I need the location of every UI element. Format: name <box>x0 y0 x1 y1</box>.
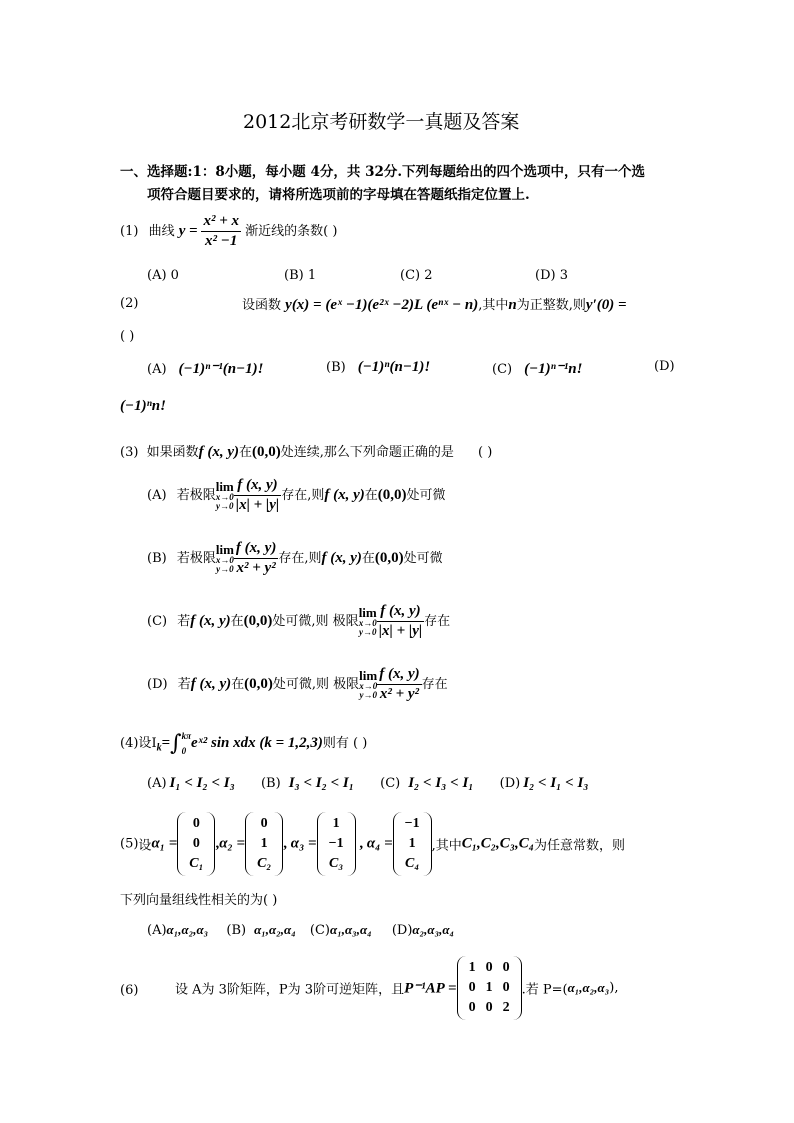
text-span: P⁻¹AP = <box>404 980 457 997</box>
text-span: 0 <box>192 836 200 851</box>
text-span: x→0 <box>215 555 234 565</box>
text-span: (0,0) <box>244 676 273 692</box>
question-3 <box>120 441 492 461</box>
text-span: 则有 ( ) <box>322 736 368 751</box>
text-span: I₁ < I₂ < I₃ <box>169 775 235 791</box>
text-span: 0 <box>502 960 510 975</box>
text-span: = <box>161 735 171 751</box>
text-span: f (x, y) <box>377 603 424 622</box>
section-header-line2: 项符合题目要求的，请将所选项前的字母填在答题纸指定位置上. <box>147 187 530 203</box>
text-span: 存在 <box>421 677 448 692</box>
text-span: 0 <box>192 816 200 831</box>
fraction <box>201 213 241 250</box>
text-span: (D) <box>391 923 413 938</box>
question-number: (1) <box>120 224 139 239</box>
text-span: lim <box>359 668 378 683</box>
text-span: 0 <box>485 960 493 975</box>
text-span: 0 <box>468 980 476 995</box>
text-span: lim <box>215 479 234 494</box>
text-span: f (x, y) <box>377 666 421 685</box>
text-span: α₄ = <box>366 835 393 852</box>
text-span: 设函数 <box>242 298 282 313</box>
q2-option-d-label: (D) <box>654 359 675 374</box>
page-title: 2012北京考研数学一真题及答案 <box>243 111 520 133</box>
question-1: (1) 曲线 y = $\frac{\text{x² + x}}{\text{x² −1}}$ 渐近线的条数( ) <box>120 213 338 249</box>
vector-alpha-3 <box>317 812 356 876</box>
text-span: C₁,C₂,C₃,C₄ <box>461 835 534 852</box>
text-span: −1 <box>404 816 420 831</box>
text-span: α₁,α₂,α₃ <box>567 980 610 995</box>
text-span: y→0 <box>215 501 234 511</box>
text-span: (3) <box>120 445 139 460</box>
question-4: (4)设$I_k=\int$ kπ 0 eˣ² sin xdx (k = 1,2,3)则有 ( ) <box>120 730 368 756</box>
text-span: eˣ² sin xdx (k = 1,2,3) <box>191 735 323 751</box>
text-span: (−1)ⁿ(n−1)! <box>357 359 431 375</box>
integral-sign-icon: ∫ <box>170 731 182 756</box>
text-span: 1 <box>260 836 268 851</box>
text-span: I₃ < I₂ < I₁ <box>288 775 354 791</box>
text-span: n <box>508 297 517 313</box>
text-span: α₂ = <box>219 835 246 852</box>
matrix-diag <box>457 956 522 1020</box>
text-span: 处可微,则 极限 <box>272 677 360 692</box>
q1-option-c: (C) 2 <box>400 268 433 283</box>
text-span: 在 <box>361 551 375 566</box>
q5-options <box>147 922 454 938</box>
q2-option-c <box>492 359 582 378</box>
text-span: 1 <box>468 960 476 975</box>
text-span: (A) <box>147 776 167 791</box>
text-span: 在 <box>230 614 244 629</box>
q4-options <box>147 775 589 792</box>
text-span: α₁ = <box>151 835 178 852</box>
text-span: x² + y² <box>379 686 420 702</box>
text-span: (D) <box>147 677 168 692</box>
text-span: (−1)ⁿ⁻¹(n−1)! <box>178 361 264 377</box>
text-span: (C) <box>147 614 168 629</box>
text-span: f (x, y) <box>234 477 281 496</box>
text-span: α₁,α₂,α₄ <box>254 922 296 937</box>
text-span: y <box>178 223 186 239</box>
question-2-number: (2) <box>120 296 139 311</box>
text-span: I₂ < I₃ < I₁ <box>408 775 474 791</box>
text-span: 设 <box>138 736 152 751</box>
text-span: (B) <box>226 923 247 938</box>
text-span: y→0 <box>359 690 377 700</box>
text-span: 如果函数 <box>146 445 199 460</box>
q2-paren: ( ) <box>120 329 135 344</box>
text-span: f (x, y) <box>324 487 365 503</box>
text-span: (0,0) <box>252 444 281 460</box>
q5-line2: 下列向量组线性相关的为( ) <box>120 893 278 908</box>
question-5: (5)设α₁ = 0 0 C₁ ,α₂ = 0 1 C₂ , α₃ = 1 −1 C₃ , α₄ = −1 1 C₄ ,其中C₁,C₂,C₃,C₄为任意常数，则 <box>120 812 625 876</box>
section-header-line1: 一、选择题:1：8小题，每小题 4分，共 32分.下列每题给出的四个选项中，只有一个选 <box>120 164 646 180</box>
text-span: α₁,α₃,α₄ <box>330 922 372 937</box>
text-span: C₃ <box>328 856 344 871</box>
text-span: 存在,则 <box>278 551 322 566</box>
text-span: 设 A为 3阶矩阵，P为 3阶可逆矩阵，且 <box>175 982 405 998</box>
text-span: y(x) = (eˣ −1)(e²ˣ −2)L (eⁿˣ − n) <box>285 297 479 313</box>
text-span: C₄ <box>405 856 420 871</box>
text-span: α₁,α₂,α₃ <box>166 922 209 937</box>
text-span: 若极限 <box>176 488 216 503</box>
text-span: (0,0) <box>377 487 407 503</box>
q1-option-b: (B) 1 <box>284 268 317 283</box>
text-span: x→0 <box>215 492 234 502</box>
text-span: (C) <box>309 923 330 938</box>
text-span: (A) <box>147 362 167 377</box>
text-span: .若 P=( <box>521 982 568 998</box>
text-span: ( ) <box>478 445 493 460</box>
text-span: (0,0) <box>374 550 404 566</box>
text-span: 在 <box>238 445 252 460</box>
text-span: x→0 <box>359 681 378 691</box>
text-span: |x| + |y| <box>378 623 423 639</box>
text-span: (5) <box>120 836 139 852</box>
text-span: (C) <box>492 362 513 377</box>
q2-option-d-expr: (−1)ⁿn! <box>120 398 166 414</box>
text-span: 1 <box>332 816 340 831</box>
q2-option-a <box>147 359 264 378</box>
text-span: 在 <box>364 488 378 503</box>
text-span: f (x, y) <box>190 613 231 629</box>
text-span: 若极限 <box>176 551 216 566</box>
text-span: (0,0) <box>243 613 273 629</box>
text-span: y′(0) = <box>585 297 627 313</box>
text-span: (D) <box>499 776 521 791</box>
text-span: 0 <box>502 980 510 995</box>
text-span: 处可微,则 极限 <box>272 614 359 629</box>
question-6 <box>175 956 618 1020</box>
text-span: kπ <box>181 730 192 741</box>
question-6-number: (6) <box>120 983 139 998</box>
text-span: lim <box>215 542 234 557</box>
text-span: (4) <box>120 736 139 751</box>
vector-alpha-1 <box>177 812 215 876</box>
text-span: α₂,α₃,α₄ <box>412 922 455 937</box>
text-span: 在 <box>231 677 245 692</box>
text-span: C₂ <box>257 856 272 871</box>
text-span: 若 <box>177 677 191 692</box>
text-span: (A) <box>147 923 167 938</box>
text-span: α₃ = <box>290 835 317 852</box>
text-span: 0 <box>468 1000 476 1015</box>
text-span: y→0 <box>216 564 234 574</box>
text-span: 处可微 <box>406 488 446 503</box>
text-span: 0 <box>260 816 268 831</box>
text-span: x² + x <box>201 213 241 232</box>
q1-option-a: (A) 0 <box>147 268 179 283</box>
q3-option-c <box>147 603 450 640</box>
text-span: (B) <box>260 776 281 791</box>
text-span: 若 <box>177 614 191 629</box>
text-span: (A) <box>147 488 167 503</box>
text-span: 设 <box>138 838 152 854</box>
text-span: 处可微 <box>403 551 443 566</box>
text-span: ,其中 <box>431 838 462 854</box>
text-span: 渐近线的条数( ) <box>245 224 338 239</box>
text-span: (C) <box>380 776 401 791</box>
text-span: 2 <box>502 1000 510 1015</box>
text-span: y→0 <box>358 627 377 637</box>
question-2 <box>242 294 627 314</box>
text-span: f (x, y) <box>198 444 239 460</box>
text-span: (−1)ⁿ⁻¹n! <box>524 361 583 377</box>
text-span: f (x, y) <box>190 676 232 692</box>
text-span: 0 <box>181 745 187 756</box>
text-span: 处连续,那么下列命题正确的是 <box>280 445 454 460</box>
text-span: 存在,则 <box>281 488 325 503</box>
text-span: −1 <box>328 836 344 851</box>
text-span: k <box>156 742 162 754</box>
q2-option-b <box>326 359 430 376</box>
q3-option-a <box>147 477 446 514</box>
text-span: 0 <box>485 1000 493 1015</box>
q1-option-d: (D) 3 <box>535 268 568 283</box>
q3-option-b <box>147 540 443 577</box>
text-span: 1 <box>485 980 493 995</box>
text-span: f (x, y) <box>234 540 278 559</box>
q3-option-d <box>147 666 448 703</box>
text-span: x² −1 <box>205 233 238 249</box>
text-span: 存在 <box>424 614 451 629</box>
text-span: x² + y² <box>236 560 276 576</box>
text-span: I₂ < I₁ < I₃ <box>523 775 589 791</box>
text-span: lim <box>358 605 377 620</box>
text-span: 曲线 <box>148 224 175 239</box>
text-span: f (x, y) <box>321 550 362 566</box>
text-span: C₁ <box>189 856 204 871</box>
text-span: ), <box>609 980 619 996</box>
text-span: (B) <box>326 360 346 375</box>
text-span: ,其中 <box>478 298 509 313</box>
text-span: (B) <box>147 551 167 566</box>
text-span: 1 <box>408 836 416 851</box>
vector-alpha-4 <box>393 812 432 876</box>
text-span: 为任意常数，则 <box>533 838 625 854</box>
text-span: 为正整数,则 <box>516 298 586 313</box>
text-span: |x| + |y| <box>235 497 280 513</box>
text-span: x→0 <box>358 618 377 628</box>
vector-alpha-2 <box>245 812 283 876</box>
